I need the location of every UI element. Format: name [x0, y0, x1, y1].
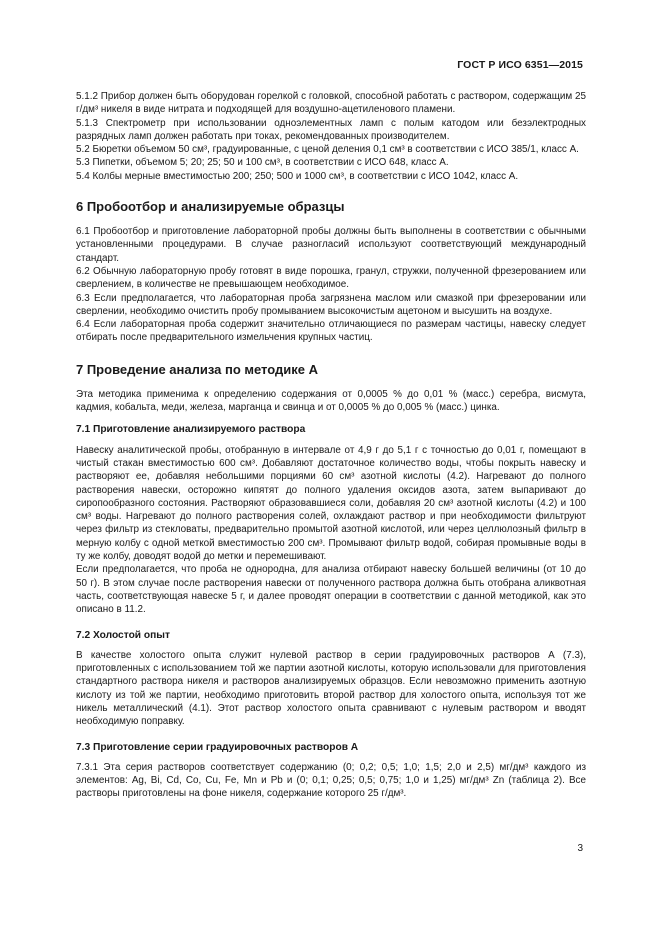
- clause-6-2: 6.2 Обычную лабораторную пробу готовят в виде порошка, гранул, стружки, полученной фрезерованием или сверлением, в количестве не превышающем необходимое.: [76, 265, 586, 291]
- subsection-7-3-title: 7.3 Приготовление серии градуировочных растворов А: [76, 741, 359, 753]
- clause-5-4: 5.4 Колбы мерные вместимостью 200; 250; 500 и 1000 см³, в соответствии с ИСО 1042, класс А.: [76, 170, 519, 182]
- subsection-7-1-para-2: Если предполагается, что проба не однородна, для анализа отбирают навеску большей величины (от 10 до 50 г). В этом случае после растворения навески от полученного раствора должна быть отобрана аликвотная часть, соответствующая навеске 5 г, и далее проводят операции в соответствии с данной методикой, как это описано в 11.2.: [76, 564, 586, 616]
- subsection-7-2-title: 7.2 Холостой опыт: [76, 629, 170, 641]
- clause-5-1-3: 5.1.3 Спектрометр при использовании одноэлементных ламп с полым катодом или безэлектродных разрядных ламп должен работать при токах, рекомендованных производителем.: [76, 117, 586, 142]
- page-content: [76, 90, 586, 801]
- subsection-7-1-para-1: Навеску аналитической пробы, отобранную в интервале от 4,9 г до 5,1 г с точностью до 0,01 г, помещают в чистый стакан вместимостью 600 см³. Добавляют достаточное количество воды, чтобы покрыть навеску и растворяют ее, добавляя небольшими порциями 60 см³ азотной кислоты (4.2). Нагревают до полного растворения навески, осторожно кипятят до полного удаления оксидов азота, затем выпаривают до сиропообразного состояния. Растворяют образовавшиеся соли, добавляя 20 см³ азотной кислоты (4.2) и 100 см³ воды. Нагревают до полного растворения солей, охлаждают раствор и при необходимости фильтруют через фильтр из стекловаты, предварительно промытой азотной кислотой, или через целлюлозный фильтр в мерную колбу с одной меткой вместимостью 200 см³. Промывают фильтр водой, собирая промывные воды в ту же колбу, доводят водой до метки и перемешивают.: [76, 444, 586, 563]
- clause-6-3: 6.3 Если предполагается, что лабораторная проба загрязнена маслом или смазкой при фрезеровании или сверлении, необходимо очистить пробу промыванием высокочистым ацетоном и высушить на воздухе.: [76, 292, 586, 317]
- clause-6-4: 6.4 Если лабораторная проба содержит значительно отличающиеся по размерам частицы, навеску следует отбирать после предварительного измельчения крупных частиц.: [76, 319, 586, 344]
- clause-5-2: 5.2 Бюретки объемом 50 см³, градуированные, с ценой деления 0,1 см³ в соответствии с ИСО 385/1, класс А.: [76, 144, 579, 156]
- section-6-title: 6 Пробоотбор и анализируемые образцы: [76, 199, 345, 215]
- clause-6-1: 6.1 Пробоотбор и приготовление лабораторной пробы должны быть выполнены в соответствии с обычными установленными процедурами. В случае разногласий используют соответствующий международный стандарт.: [76, 226, 586, 264]
- clause-5-1-2: [76, 90, 586, 117]
- page-number: 3: [577, 843, 583, 854]
- section-7-title: 7 Проведение анализа по методике А: [76, 361, 319, 377]
- clause-5-3: 5.3 Пипетки, объемом 5; 20; 25; 50 и 100 см³, в соответствии с ИСО 648, класс А.: [76, 157, 449, 169]
- page-header: ГОСТ Р ИСО 6351—2015: [457, 59, 583, 71]
- subsection-7-1-title: 7.1 Приготовление анализируемого раствора: [76, 424, 306, 436]
- subsection-7-2-para-1: В качестве холостого опыта служит нулевой раствор в серии градуировочных растворов А (7.3), приготовленных с использованием той же партии азотной кислоты, которую использовали для приготовления стандартного раствора никеля и растворов анализируемых образцов. Если невозможно применить азотную кислоту из той же партии, необходимо приготовить второй раствор для холостого опыта, используя тот же никель металлический (4.1). Этот раствор холостого опыта сравнивают с нулевым раствором и вводят необходимую поправку.: [76, 649, 586, 728]
- clause-text: 5.1.2 Прибор должен быть оборудован горелкой с головкой, способной работать с раствором, содержащим 25 г/дм³ никеля в виде нитрата и подходящей для воздушно-ацетиленового пламени.: [76, 91, 586, 116]
- clause-7-3-1: 7.3.1 Эта серия растворов соответствует содержанию (0; 0,2; 0,5; 1,0; 1,5; 2,0 и 2,5) мг/дм³ каждого из элементов: Ag, Bi, Cd, Co, Cu, Fe, Mn и Pb и (0; 0,1; 0,25; 0,5; 0,75; 1,0 и 1,25) мг/дм³ Zn (таблица 2). Все растворы приготовлены на фоне никеля, содержание которого 25 г/дм³.: [76, 761, 586, 800]
- section-7-intro: Эта методика применима к определению содержания от 0,0005 % до 0,01 % (масс.) серебра, висмута, кадмия, кобальта, меди, железа, марганца и свинца и от 0,0005 % до 0,005 % (масс.) цинка.: [76, 388, 586, 414]
